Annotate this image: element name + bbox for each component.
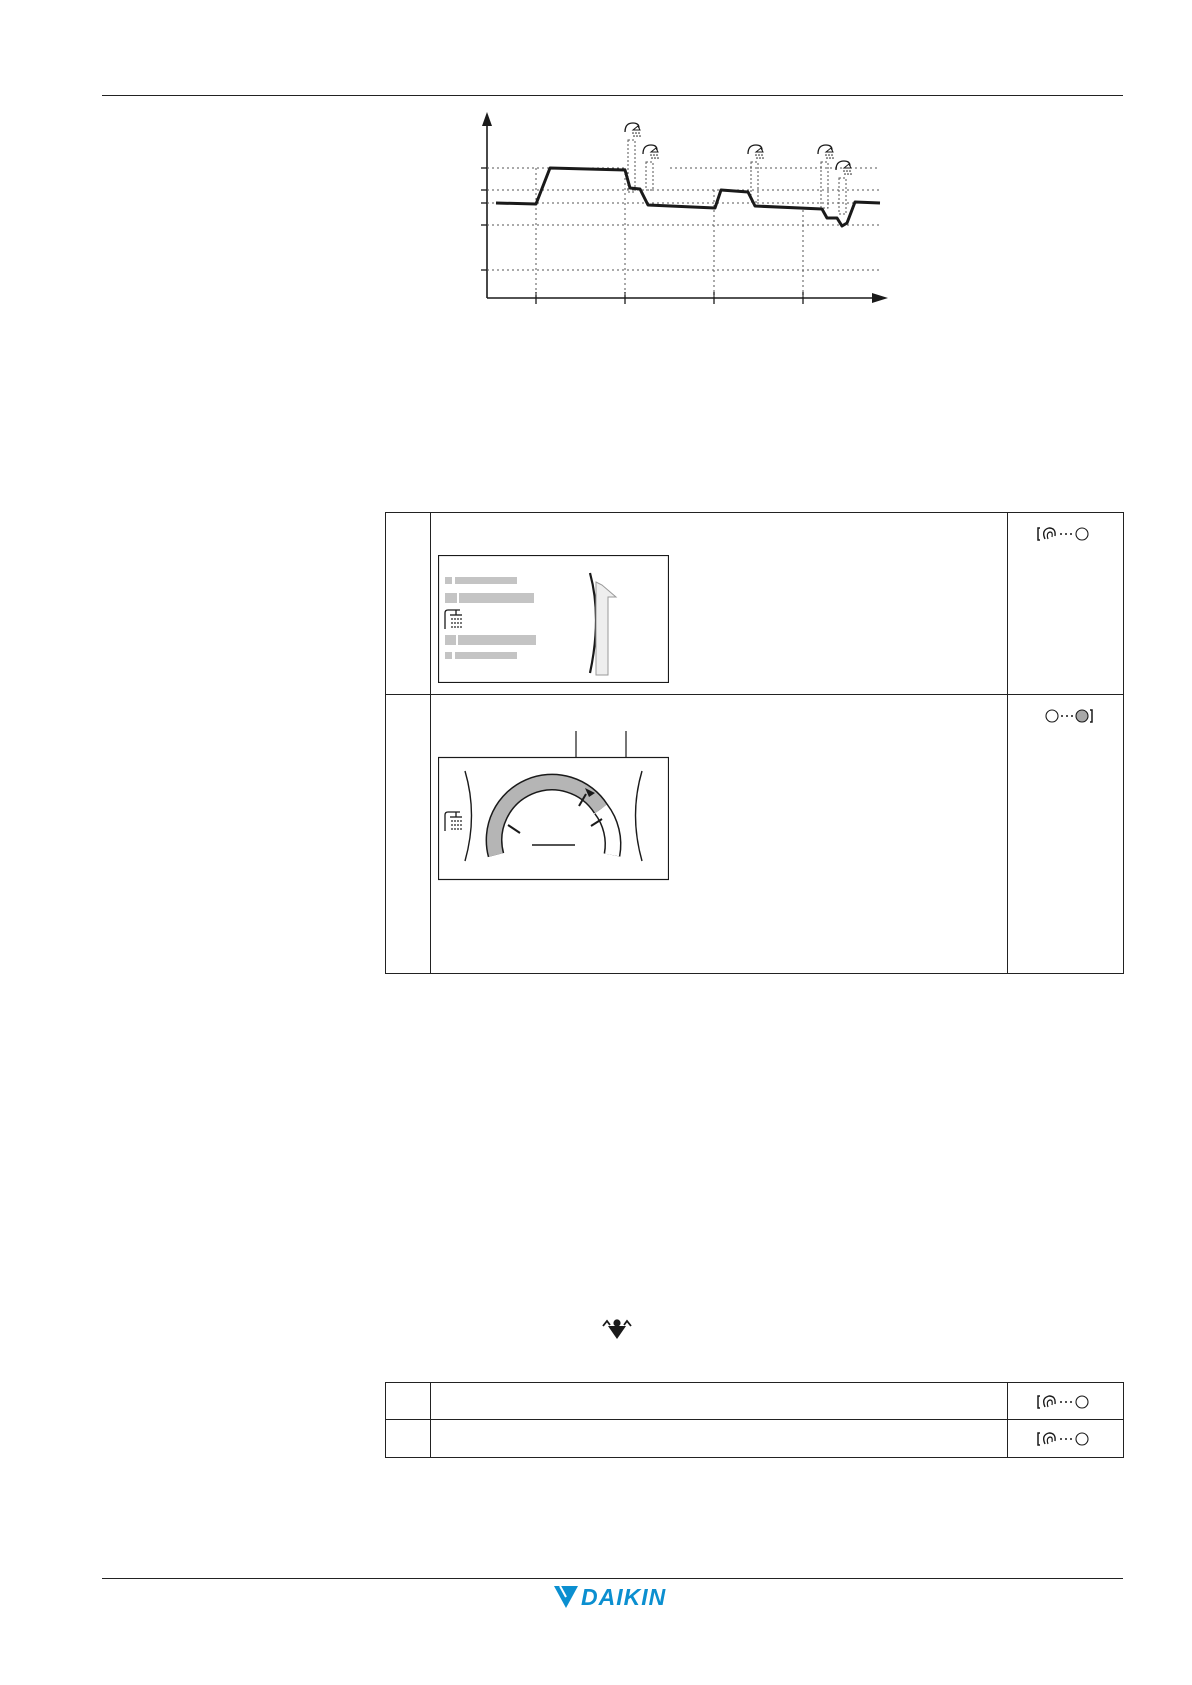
procedure-table-1: [385, 512, 1124, 974]
step-description-cell: [431, 695, 1008, 974]
tank-temperature-figure: [470, 110, 900, 310]
y-ticks: [481, 168, 487, 270]
table-row: [386, 1420, 1124, 1458]
turn-left-dial-icon: [1037, 1430, 1093, 1448]
step-description-cell: [431, 1420, 1008, 1458]
daikin-logo: [553, 1584, 666, 1610]
procedure-table-2: [385, 1382, 1124, 1458]
shower-icon: [625, 123, 641, 137]
footer-rule: [102, 1578, 1123, 1579]
step-number-cell: [386, 695, 431, 974]
header-rule: [102, 95, 1123, 96]
step-description-cell: [431, 513, 1008, 695]
y-axis-arrow: [482, 112, 492, 126]
step-number-cell: [386, 1383, 431, 1420]
step-control-cell: [1008, 1420, 1124, 1458]
powerful-operation-icon: [600, 1318, 634, 1340]
daikin-logo-mark: [553, 1584, 579, 1610]
shower-icon: [643, 145, 659, 159]
step-description-cell: [431, 1383, 1008, 1420]
screen-list-illustration: [438, 555, 669, 683]
step-control-cell: [1008, 513, 1124, 695]
turn-left-dial-icon: [1037, 1393, 1093, 1411]
screen-gauge-illustration: [438, 731, 669, 881]
step-number-cell: [386, 513, 431, 695]
table-row: [386, 1383, 1124, 1420]
table-row: [386, 695, 1124, 974]
step-control-cell: [1008, 695, 1124, 974]
temperature-line: [496, 168, 880, 226]
step-control-cell: [1008, 1383, 1124, 1420]
step-number-cell: [386, 1420, 431, 1458]
shower-icon: [836, 161, 852, 175]
x-axis-arrow: [872, 293, 888, 303]
table-row: [386, 513, 1124, 695]
press-right-dial-icon: [1044, 707, 1094, 725]
turn-left-dial-icon: [1037, 525, 1093, 543]
shower-icon: [818, 145, 834, 159]
daikin-logo-text: DAIKIN: [581, 1583, 667, 1610]
shower-icon: [748, 145, 764, 159]
